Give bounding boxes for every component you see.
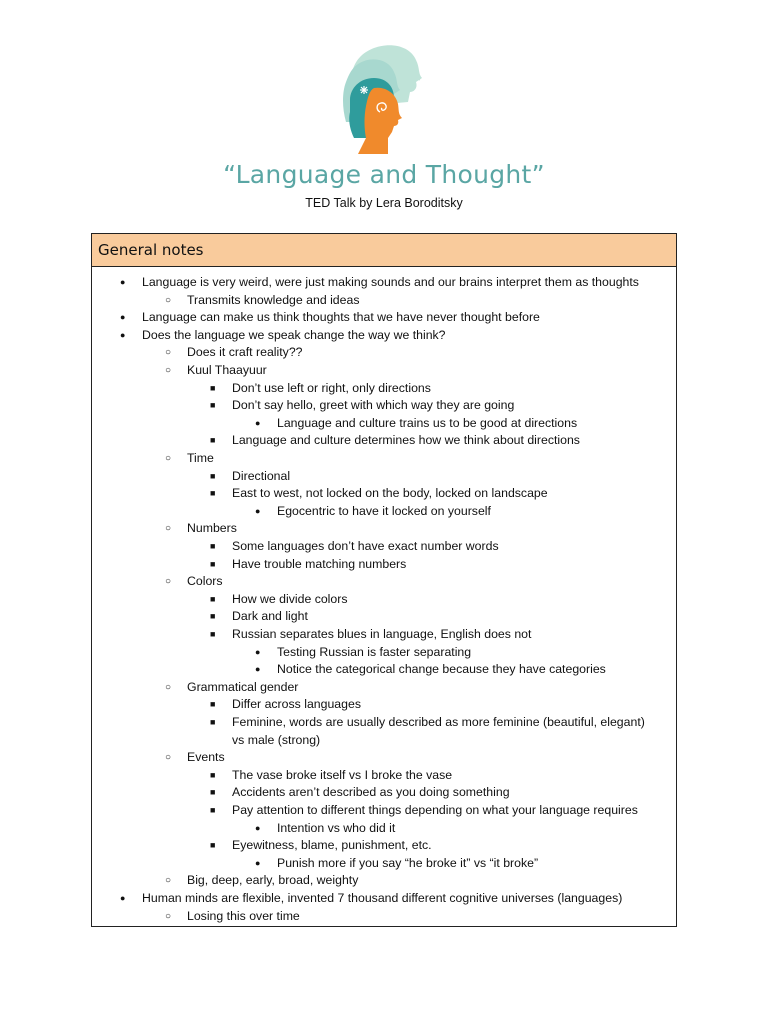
note-text: Language can make us think thoughts that we have never thought before bbox=[142, 310, 540, 325]
bullet-icon: ○ bbox=[165, 910, 172, 922]
note-text: Intention vs who did it bbox=[277, 820, 396, 835]
bullet-icon: ○ bbox=[165, 875, 172, 887]
bullet-icon: ● bbox=[120, 893, 126, 903]
note-text: Russian separates blues in language, English does not bbox=[232, 627, 532, 641]
bullet-icon: ● bbox=[255, 505, 261, 516]
bullet-icon: ■ bbox=[210, 488, 216, 499]
bullet-icon: ■ bbox=[210, 717, 216, 727]
bullet-icon: ● bbox=[255, 417, 261, 428]
bullet-icon: ○ bbox=[165, 347, 172, 359]
bullet-icon: ■ bbox=[210, 787, 216, 798]
note-text: East to west, not locked on the body, locked on landscape bbox=[232, 486, 548, 501]
bullet-icon: ○ bbox=[165, 294, 172, 306]
note-text: Language is very weird, were just making sounds and our brains interpret them as thoughts bbox=[142, 275, 639, 289]
bullet-icon: ■ bbox=[210, 382, 216, 393]
bullet-icon: ■ bbox=[210, 840, 216, 851]
note-text: Notice the categorical change because they have categories bbox=[277, 662, 606, 677]
note-text: Dark and light bbox=[232, 609, 308, 624]
bullet-icon: ● bbox=[255, 822, 261, 833]
bullet-icon: ○ bbox=[165, 576, 172, 588]
bullet-icon: ○ bbox=[165, 523, 172, 535]
note-text: Testing Russian is faster separating bbox=[277, 644, 472, 659]
note-text: Losing this over time bbox=[187, 908, 300, 923]
note-text: How we divide colors bbox=[232, 591, 348, 606]
note-text: Eyewitness, blame, punishment, etc. bbox=[232, 838, 432, 853]
note-text: Directional bbox=[232, 468, 291, 483]
note-text: Language and culture trains us to be good at directions bbox=[277, 415, 578, 430]
note-text: Accidents aren’t described as you doing something bbox=[232, 785, 510, 800]
document-subtitle: TED Talk by Lera Boroditsky bbox=[305, 196, 463, 210]
bullet-icon: ■ bbox=[210, 435, 216, 446]
note-text: Feminine, words are usually described as more feminine (beautiful, elegant) vs male (strong) bbox=[232, 715, 645, 747]
note-text: Some languages don’t have exact number words bbox=[232, 539, 499, 553]
section-heading: General notes bbox=[92, 234, 676, 267]
note-text: The vase broke itself vs I broke the vase bbox=[232, 767, 453, 782]
note-text: Differ across languages bbox=[232, 697, 361, 712]
bullet-icon: ● bbox=[120, 329, 126, 340]
bullet-icon: ○ bbox=[165, 365, 172, 376]
note-text: Does the language we speak change the way we think? bbox=[142, 327, 446, 342]
note-text: Don’t use left or right, only directions bbox=[232, 380, 431, 395]
note-text: Numbers bbox=[187, 521, 237, 536]
note-text: Language and culture determines how we think about directions bbox=[232, 433, 580, 448]
note-text: Time bbox=[187, 451, 214, 465]
note-text: Pay attention to different things depending on what your language requires bbox=[232, 803, 638, 817]
bullet-icon: ■ bbox=[210, 558, 216, 569]
bullet-icon: ■ bbox=[210, 400, 216, 411]
note-text: Grammatical gender bbox=[187, 679, 299, 694]
head-profiles-logo bbox=[336, 42, 432, 154]
bullet-icon: ■ bbox=[210, 769, 216, 780]
bullet-icon: ■ bbox=[210, 611, 216, 622]
note-text: Kuul Thaayuur bbox=[187, 363, 267, 377]
note-text: Don’t say hello, greet with which way they are going bbox=[232, 398, 515, 413]
bullet-icon: ● bbox=[255, 857, 261, 868]
note-text: Events bbox=[187, 750, 225, 765]
document-title: “Language and Thought” bbox=[223, 160, 545, 189]
note-text: Human minds are flexible, invented 7 thousand different cognitive universes (languages) bbox=[142, 891, 623, 905]
note-text: Egocentric to have it locked on yourself bbox=[277, 503, 491, 518]
bullet-icon: ■ bbox=[210, 805, 216, 815]
bullet-icon: ● bbox=[120, 312, 126, 323]
bullet-icon: ● bbox=[255, 664, 261, 675]
note-text: Punish more if you say “he broke it” vs “it broke” bbox=[277, 855, 539, 870]
bullet-icon: ○ bbox=[165, 681, 172, 693]
bullet-icon: ● bbox=[120, 277, 126, 287]
note-text: Big, deep, early, broad, weighty bbox=[187, 873, 359, 888]
notes-table bbox=[91, 233, 677, 927]
bullet-icon: ● bbox=[255, 646, 261, 657]
bullet-icon: ■ bbox=[210, 470, 216, 481]
bullet-icon: ○ bbox=[165, 453, 172, 464]
bullet-icon: ■ bbox=[210, 541, 216, 551]
note-text: Does it craft reality?? bbox=[187, 345, 303, 360]
note-text: Colors bbox=[187, 574, 223, 589]
bullet-icon: ○ bbox=[165, 752, 172, 764]
bullet-icon: ■ bbox=[210, 593, 216, 604]
bullet-icon: ■ bbox=[210, 629, 216, 639]
note-text: Transmits knowledge and ideas bbox=[187, 292, 360, 307]
bullet-icon: ■ bbox=[210, 699, 216, 710]
note-text: Have trouble matching numbers bbox=[232, 556, 407, 571]
